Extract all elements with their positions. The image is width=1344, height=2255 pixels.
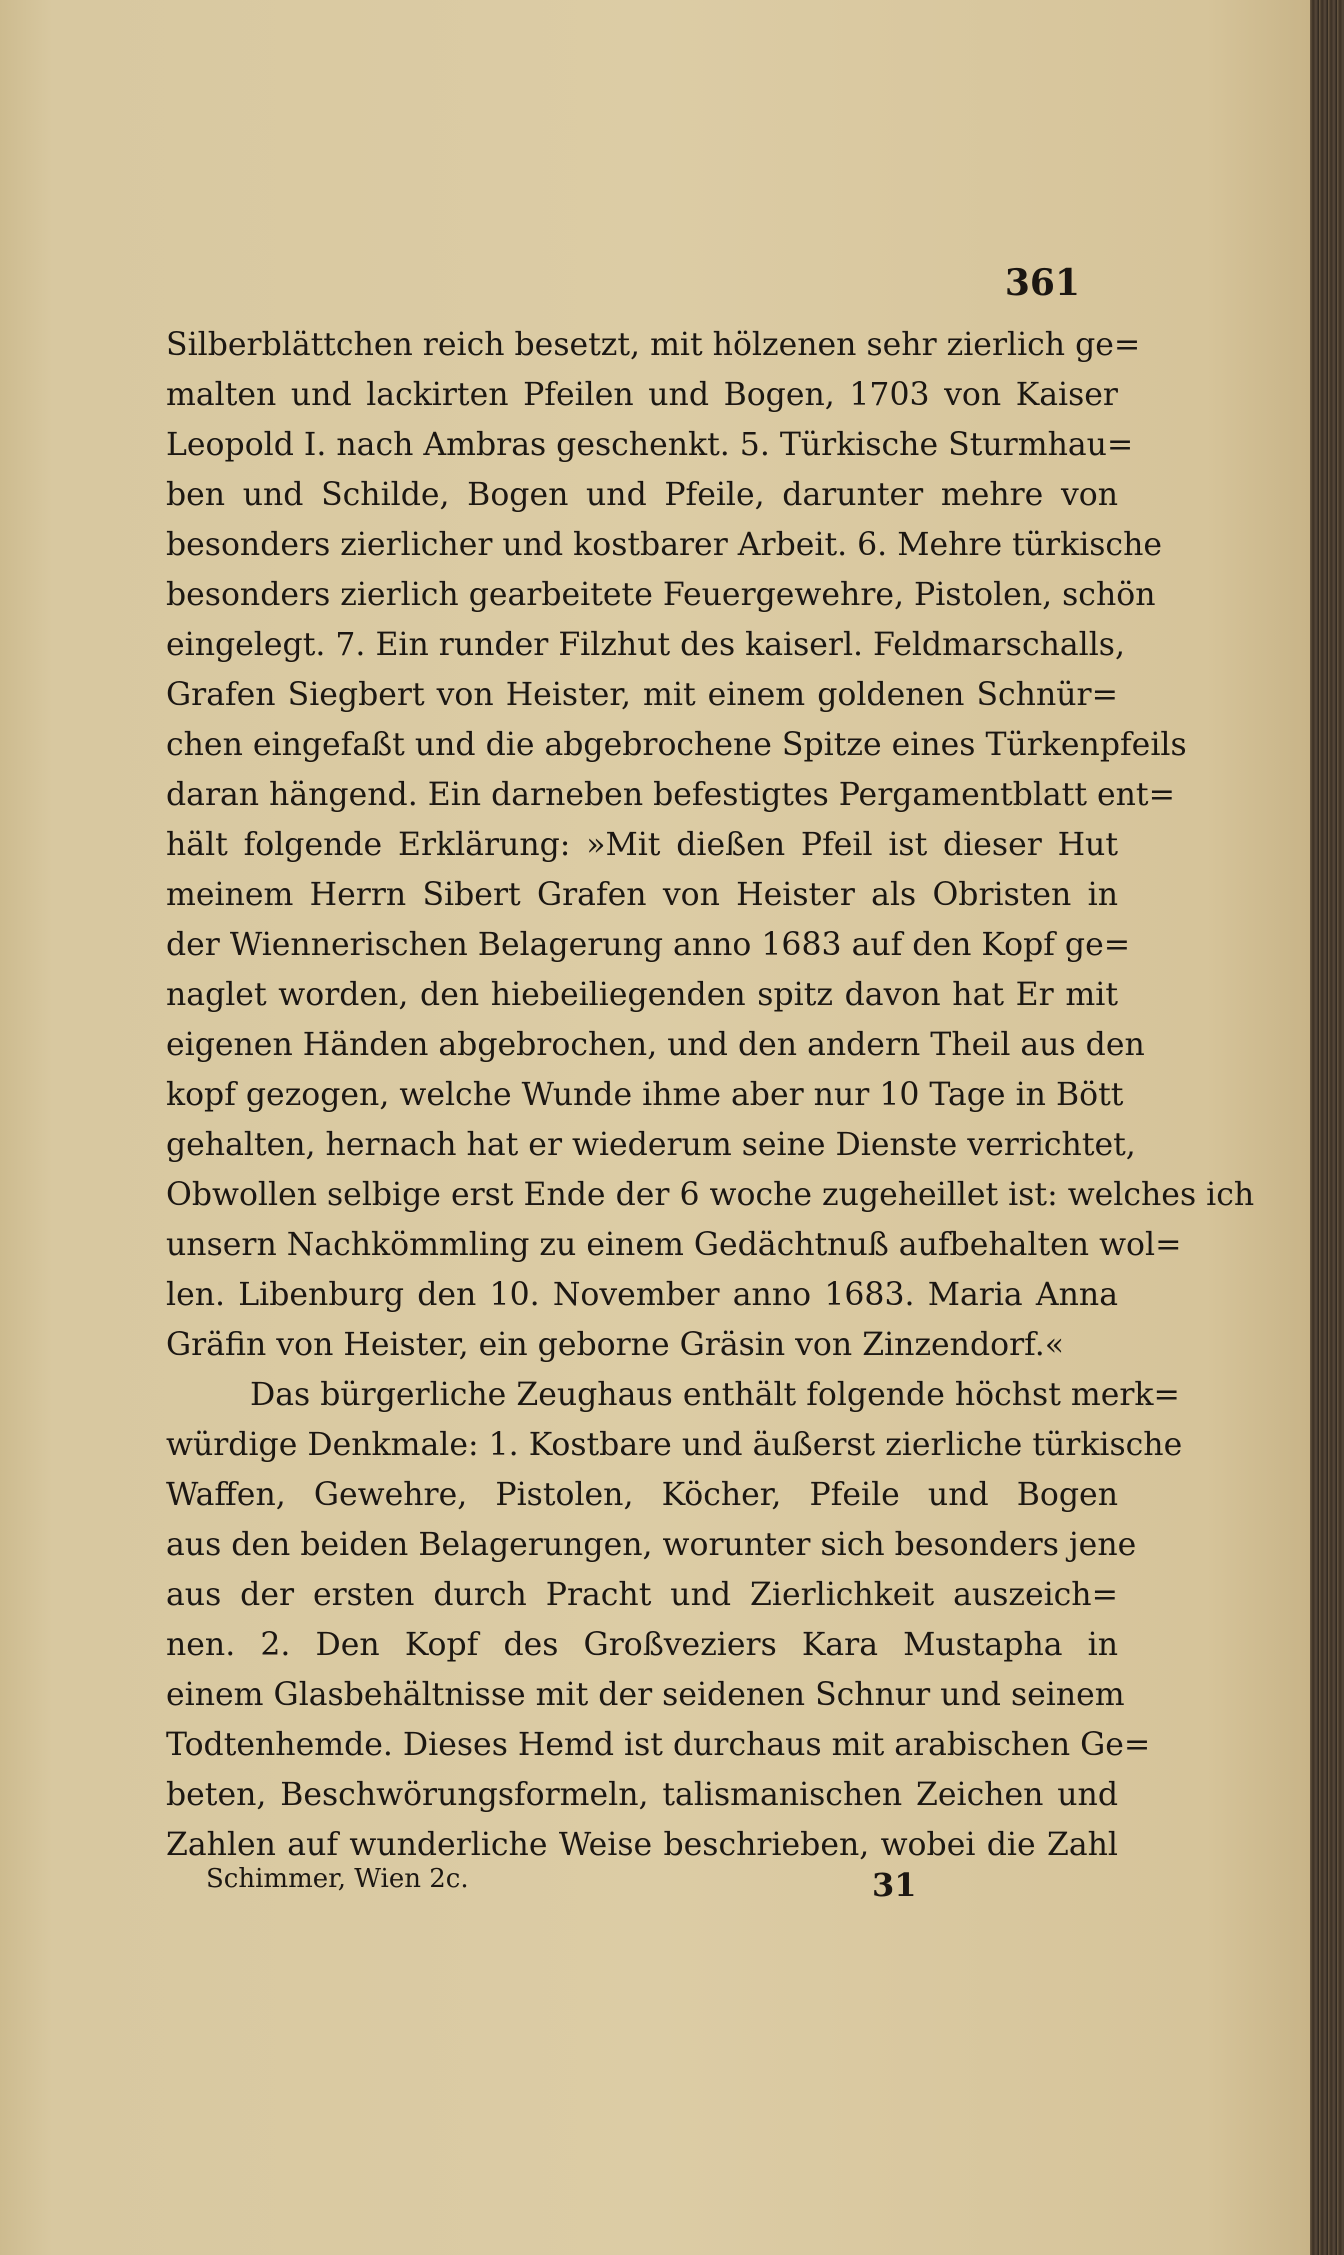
text-line: besonders zierlicher und kostbarer Arbeit. 6. Mehre türkische — [166, 527, 1163, 563]
text-line: chen eingefaßt und die abgebrochene Spitze eines Türkenpfeils — [166, 727, 1187, 763]
text-line: beten, Beschwörungsformeln, talismanischen Zeichen und — [166, 1777, 1118, 1813]
text-line: len. Libenburg den 10. November anno 1683. Maria Anna — [166, 1277, 1118, 1313]
text-line: ben und Schilde, Bogen und Pfeile, darunter mehre von — [166, 477, 1118, 513]
text-line: eigenen Händen abgebrochen, und den andern Theil aus den — [166, 1027, 1145, 1063]
text-line: würdige Denkmale: 1. Kostbare und äußerst zierliche türkische — [166, 1427, 1183, 1463]
body-text — [166, 320, 1255, 1870]
page-number: 361 — [1004, 262, 1080, 304]
text-line: Das bürgerliche Zeughaus enthält folgende höchst merk= — [250, 1377, 1180, 1413]
text-line: kopf gezogen, welche Wunde ihme aber nur 10 Tage in Bött — [166, 1077, 1124, 1113]
text-line: Silberblättchen reich besetzt, mit hölzenen sehr zierlich ge= — [166, 327, 1141, 363]
gathering-number: 31 — [872, 1866, 917, 1904]
text-line: naglet worden, den hiebeiliegenden spitz davon hat Er mit — [166, 977, 1118, 1013]
text-line: einem Glasbehältnisse mit der seidenen Schnur und seinem — [166, 1677, 1125, 1713]
text-line: nen. 2. Den Kopf des Großveziers Kara Mustapha in — [166, 1627, 1118, 1663]
text-line: der Wiennerischen Belagerung anno 1683 auf den Kopf ge= — [166, 927, 1131, 963]
text-line: Leopold I. nach Ambras geschenkt. 5. Türkische Sturmhau= — [166, 427, 1134, 463]
text-line: Waffen, Gewehre, Pistolen, Köcher, Pfeile und Bogen — [166, 1477, 1118, 1513]
text-line: aus den beiden Belagerungen, worunter sich besonders jene — [166, 1527, 1137, 1563]
text-line: daran hängend. Ein darneben befestigtes Pergamentblatt ent= — [166, 777, 1175, 813]
printer-signature: Schimmer, Wien 2c. — [206, 1864, 469, 1894]
text-line: Obwollen selbige erst Ende der 6 woche zugeheillet ist: welches ich — [166, 1177, 1255, 1213]
text-line: meinem Herrn Sibert Grafen von Heister als Obristen in — [166, 877, 1118, 913]
text-line: Zahlen auf wunderliche Weise beschrieben, wobei die Zahl — [166, 1827, 1118, 1863]
text-line: gehalten, hernach hat er wiederum seine Dienste verrichtet, — [166, 1127, 1136, 1163]
text-line: aus der ersten durch Pracht und Zierlichkeit auszeich= — [166, 1577, 1118, 1613]
text-line: Todtenhemde. Dieses Hemd ist durchaus mit arabischen Ge= — [166, 1727, 1151, 1763]
text-line: besonders zierlich gearbeitete Feuergewehre, Pistolen, schön — [166, 577, 1156, 613]
text-line: Gräfin von Heister, ein geborne Gräsin von Zinzendorf.« — [166, 1327, 1064, 1363]
page-edge — [1310, 0, 1344, 2255]
text-line: hält folgende Erklärung: »Mit dießen Pfeil ist dieser Hut — [166, 827, 1118, 863]
text-line: unsern Nachkömmling zu einem Gedächtnuß aufbehalten wol= — [166, 1227, 1182, 1263]
text-line: malten und lackirten Pfeilen und Bogen, 1703 von Kaiser — [166, 377, 1118, 413]
text-line: Grafen Siegbert von Heister, mit einem goldenen Schnür= — [166, 677, 1118, 713]
text-line: eingelegt. 7. Ein runder Filzhut des kaiserl. Feldmarschalls, — [166, 627, 1125, 663]
